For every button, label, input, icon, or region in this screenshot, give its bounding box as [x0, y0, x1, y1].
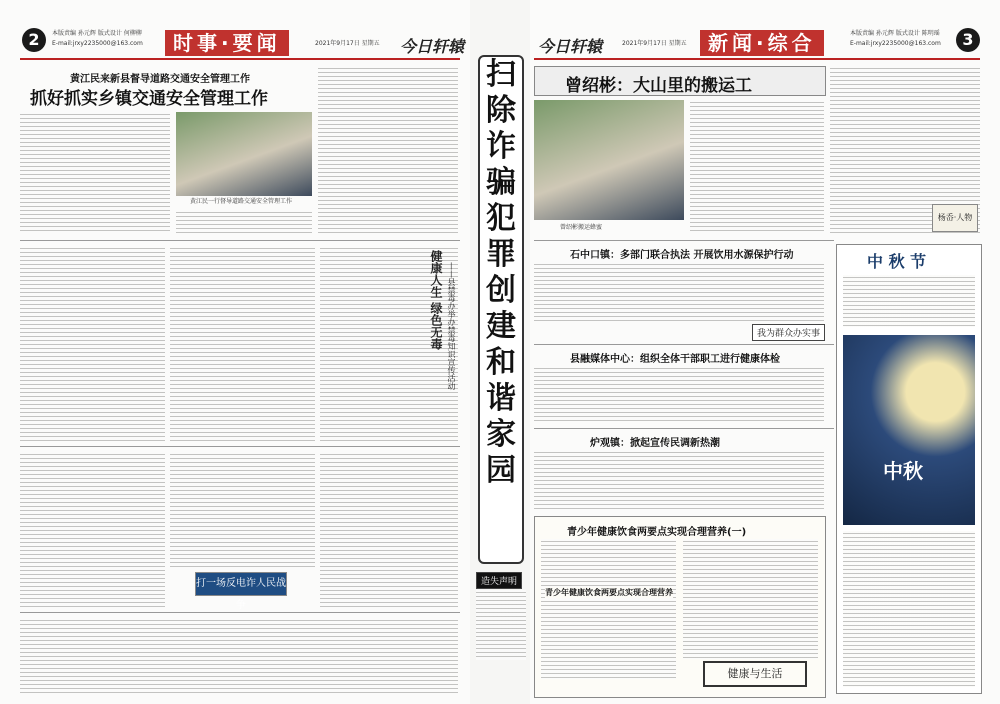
feature-photo	[534, 100, 684, 220]
notice-body	[476, 590, 526, 660]
article-body	[318, 66, 458, 236]
title-char: 创	[486, 273, 516, 308]
article-body	[541, 539, 676, 679]
title-char: 犯	[486, 201, 516, 236]
column-stamp: 杨岙·人物	[932, 204, 978, 232]
article-title: 石中口镇：多部门联合执法 开展饮用水源保护行动	[570, 250, 794, 261]
divider	[534, 344, 834, 345]
left-page	[0, 0, 470, 704]
photo-caption: 黄江民一行督导道路交通安全管理工作	[190, 198, 293, 205]
article-body	[20, 452, 165, 607]
divider	[20, 446, 460, 447]
article-body	[20, 618, 458, 694]
email: E-mail:jrxy2235000@163.com	[52, 40, 143, 47]
issue-date: 2021年9月17日 星期五	[622, 40, 687, 47]
headline: 抓好抓实乡镇交通安全管理工作	[30, 89, 268, 109]
festival-art-text: 中秋	[883, 459, 923, 483]
article-body	[534, 450, 824, 510]
title-char: 诈	[486, 129, 516, 164]
subheading: 青少年健康饮食两要点实现合理营养	[545, 588, 673, 597]
article-body	[20, 246, 165, 441]
page-number: 3	[956, 28, 980, 52]
divider	[534, 428, 834, 429]
article-body	[320, 452, 458, 607]
divider	[20, 612, 460, 613]
header-rule	[20, 58, 460, 60]
festival-column	[836, 244, 982, 694]
article-title: 县融媒体中心：组织全体干部职工进行健康体检	[570, 354, 780, 365]
article-body	[170, 246, 315, 441]
newspaper-logo: 今日轩辕	[400, 37, 465, 56]
article-body	[534, 366, 824, 422]
divider	[534, 240, 834, 241]
side-headline: 健康人生 绿色无毒	[429, 250, 443, 351]
service-badge: 我为群众办实事	[752, 324, 825, 341]
title-char: 扫	[486, 57, 516, 92]
side-subhead: ——县禁毒办举办禁毒知识宣传活动	[447, 262, 456, 390]
health-section	[534, 516, 826, 698]
kicker: 黄江民来新县督导道路交通安全管理工作	[70, 74, 250, 85]
newspaper-logo: 今日轩辕	[538, 37, 603, 56]
article-body	[20, 112, 170, 232]
section-title: 时事·要闻	[165, 30, 289, 56]
article-body	[690, 100, 824, 234]
header-rule	[534, 58, 980, 60]
article-body	[170, 452, 315, 567]
email: E-mail:jrxy2235000@163.com	[850, 40, 941, 47]
title-char: 骗	[486, 165, 516, 200]
article-title: 炉观镇：掀起宣传民调新热潮	[590, 438, 720, 449]
title-char: 和	[486, 345, 516, 380]
headline-box	[534, 66, 826, 96]
editor-info: 本版责编 孙元辉 版式设计 何柳柳	[52, 30, 142, 37]
mid-autumn-illustration	[843, 335, 975, 525]
page-number: 2	[22, 28, 46, 52]
divider	[20, 240, 460, 241]
article-body	[843, 275, 975, 327]
section-label: 健康与生活	[703, 661, 807, 687]
article-body	[843, 531, 975, 687]
article-body	[534, 262, 824, 324]
section-title: 新闻·综合	[700, 30, 824, 56]
photo-caption: 曾绍彬搬运蜂蜜	[560, 224, 603, 231]
title-char: 谐	[486, 381, 516, 416]
article-body	[176, 210, 312, 234]
title-char: 除	[486, 93, 516, 128]
article-body	[683, 539, 818, 659]
editor-info: 本版责编 孙元辉 版式设计 陈明瑶	[850, 30, 940, 37]
campaign-banner: 打一场反电诈人民战争	[195, 572, 287, 596]
title-char: 园	[486, 453, 516, 488]
title-char: 建	[486, 309, 516, 344]
title-char: 罪	[486, 237, 516, 272]
headline: 曾绍彬：大山里的搬运工	[565, 76, 752, 96]
title-char: 家	[486, 417, 516, 452]
issue-date: 2021年9月17日 星期五	[315, 40, 380, 47]
festival-title: 中 秋 节	[867, 252, 927, 271]
article-title: 青少年健康饮食两要点实现合理营养(一)	[567, 527, 747, 538]
notice-label: 造失声明	[476, 572, 522, 589]
news-photo	[176, 112, 312, 196]
right-page	[530, 0, 1000, 704]
campaign-title	[478, 55, 524, 564]
